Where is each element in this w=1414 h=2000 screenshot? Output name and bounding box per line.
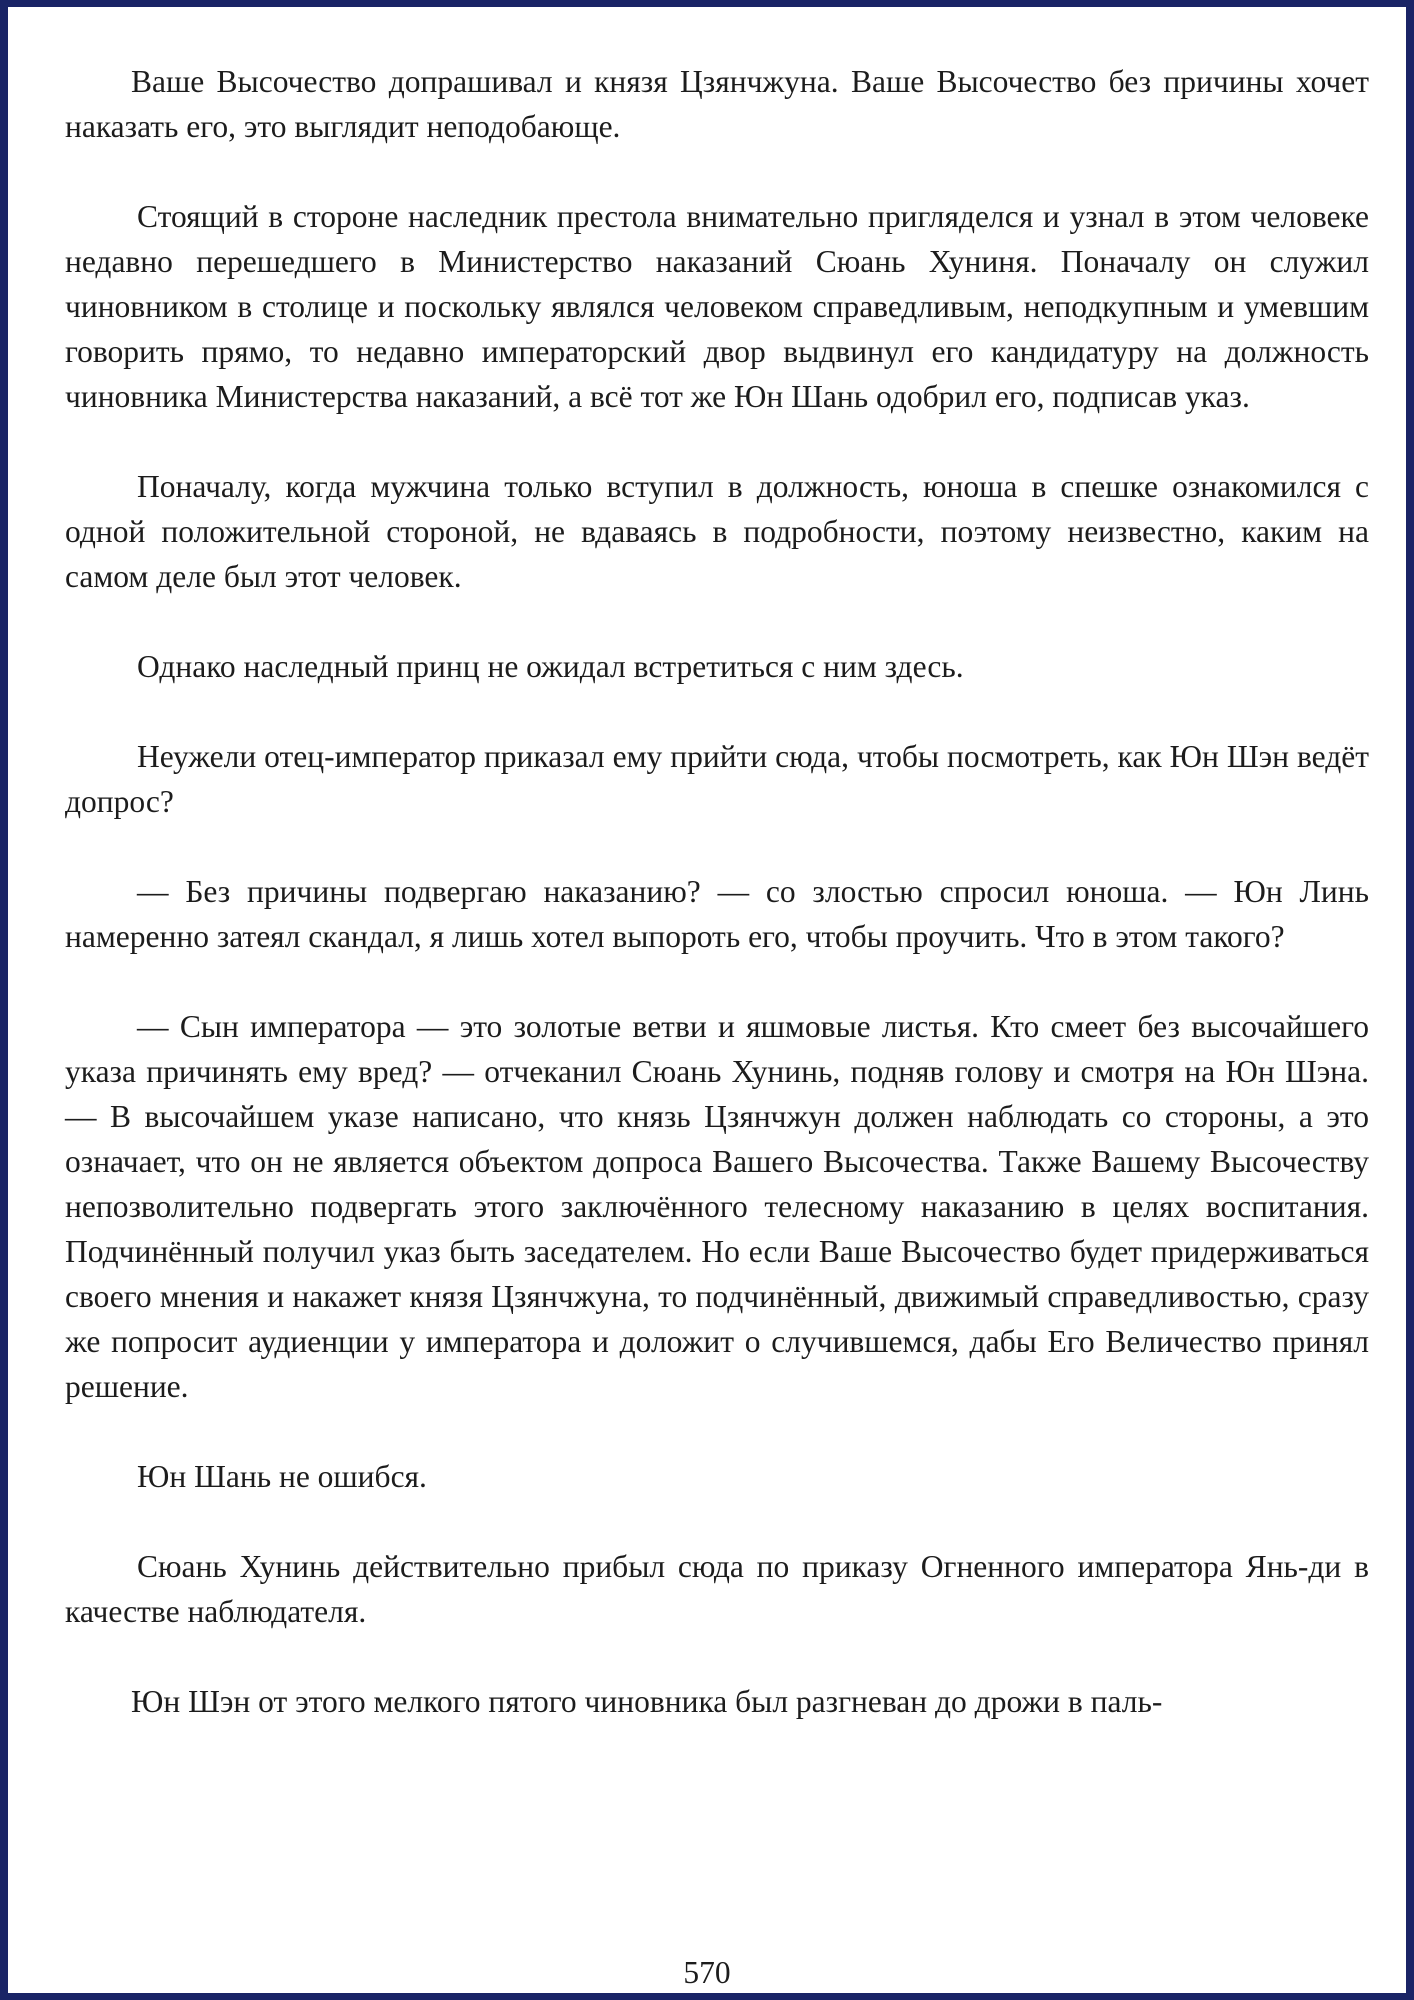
- book-page: [8, 7, 1406, 1993]
- paragraph: Юн Шэн от этого мелкого пятого чиновника был разгневан до дрожи в паль-: [131, 1684, 1163, 1719]
- paragraph: Юн Шань не ошибся.: [137, 1459, 427, 1494]
- paragraph: Стоящий в стороне наследник престола внимательно пригляделся и узнал в этом человеке недавно перешедшего в Министерство наказаний Сюань Хуниня. Поначалу он служил чиновником в столице и поскольку являлся человеком справедливым, неподкупным и умевшим говорить прямо, то недавно императорский двор выдвинул его кандидатуру на должность чиновника Министерства наказаний, а всё тот же Юн Шань одобрил его, подписав указ.: [65, 199, 1369, 414]
- paragraph: — Без причины подвергаю наказанию? — со злостью спросил юноша. — Юн Линь намеренно затеял скандал, я лишь хотел выпороть его, чтобы проучить. Что в этом такого?: [65, 874, 1369, 954]
- paragraph: Поначалу, когда мужчина только вступил в должность, юноша в спешке ознакомился с одной положительной стороной, не вдаваясь в подробности, поэтому неизвестно, каким на самом деле был этот человек.: [65, 469, 1369, 594]
- paragraph: Ваше Высочество допрашивал и князя Цзянчжуна. Ваше Высочество без причины хочет наказать его, это выглядит неподобающе.: [65, 64, 1369, 144]
- page-body: [65, 59, 1369, 1769]
- paragraph: Однако наследный принц не ожидал встретиться с ним здесь.: [137, 649, 964, 684]
- paragraph: Сюань Хунинь действительно прибыл сюда по приказу Огненного императора Янь-ди в качестве наблюдателя.: [65, 1549, 1369, 1629]
- paragraph: Неужели отец-император приказал ему прийти сюда, чтобы посмотреть, как Юн Шэн ведёт допрос?: [65, 739, 1369, 819]
- paragraph: — Сын императора — это золотые ветви и яшмовые листья. Кто смеет без высочайшего указа причинять ему вред? — отчеканил Сюань Хунинь, подняв голову и смотря на Юн Шэна. — В высочайшем указе написано, что князь Цзянчжун должен наблюдать со стороны, а это означает, что он не является объектом допроса Вашего Высочества. Также Вашему Высочеству непозволительно подвергать этого заключённого телесному наказанию в целях воспитания. Подчинённый получил указ быть заседателем. Но если Ваше Высочество будет придерживаться своего мнения и накажет князя Цзянчжуна, то подчинённый, движимый справедливостью, сразу же попросит аудиенции у императора и доложит о случившемся, дабы Его Величество принял решение.: [65, 1009, 1369, 1404]
- page-number: 570: [683, 1955, 731, 1990]
